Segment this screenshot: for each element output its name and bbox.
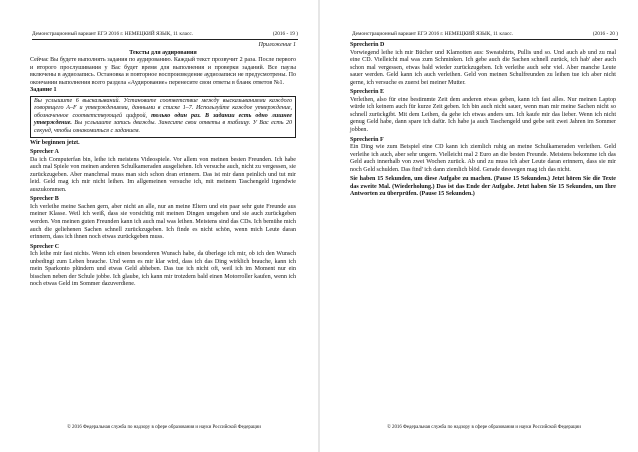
instructions-part-2: Вы услышите запись дважды. Занесите свои ответы в таблицу. У Вас есть 20 секунд, чтобы ознакомиться с заданием.: [34, 120, 292, 135]
speaker-label: Sprecherin D: [350, 42, 385, 48]
intro-paragraph: Сейчас Вы будете выполнять задания по аудированию. Каждый текст прозвучит 2 раза. После первого и второго прослушивания у Вас будет время для выполнения и проверки заданий. Все паузы включены в аудиозапись. Остановка и повторное воспроизведение аудиозаписи не предусмотрены. По окончании выполнения всего раздела «Аудирование» перенесите свои ответы в бланк ответов №1.: [30, 57, 296, 86]
header-title: Демонстрационный вариант ЕГЭ 2016 г. НЕМЕЦКИЙ ЯЗЫК, 11 класс.: [32, 31, 193, 37]
speaker-text: Vorwiegend leihe ich mir Bücher und Klamotten aus: Sweatshirts, Pullis und so. Und auch ab und zu mal eine CD. Vielleicht mal was zum Schminken. Ich gebe auch die Sachen schnell zurück, ich hab' aber auch schon mal vergessen, etwas bald wieder zurückzugeben. Ich verleihe auch sehr viel. Aber manche Leute sauer werden. Geld kann ich auch verleihen. Geld von meinen Schulfreunden zu leihen tue ich aber nicht gerne, ich versuche es zuerst bei meiner Mutter.: [350, 49, 616, 86]
page-header: [32, 30, 298, 38]
closing-instructions: Sie haben 15 Sekunden, um diese Aufgabe zu machen. (Pause 15 Sekunden.) Jetzt hören Sie die Texte das zweite Mal. (Wiederholung.) Das ist das Ende der Aufgabe. Jetzt haben Sie 15 Sekunden, um Ihre Antworten zu überprüfen. (Pause 15 Sekunden.): [350, 176, 616, 198]
speaker-label: Sprecherin F: [350, 136, 384, 143]
task-instructions-box: [30, 96, 296, 138]
task-instructions: [34, 98, 292, 136]
section-title: Тексты для аудирования: [129, 49, 197, 56]
header-rule: [32, 39, 298, 40]
instructions-part-1: Вы услышите 6 высказываний. Установите соответствие между высказываниями каждого говорящего A–F и утверждениями, данными в списке 1–7. Используйте каждое утверждение, обозначенное соответствующей цифрой,: [34, 97, 292, 119]
speaker-text: Ich verleihe meine Sachen gern, aber nicht an alle, nur an meine Eltern und ein paar sehr gute Freunde aus meiner Klasse. Weil ich weiß, dass sie vorsichtig mit meinen Dingen umgehen und sie auch zurückgeben werden. Von meinen guten Freunden kann ich auch mal was leihen. Meistens sind das CDs. Ich bemühe mich auch die geliehenen Sachen schnell zurückzugeben. Ich finde es nicht schön, wenn mich Leute daran erinnern, dass ich ihnen noch etwas zurückgeben muss.: [30, 203, 296, 241]
page-content: [350, 42, 616, 199]
page-right: [320, 0, 638, 452]
speaker-text: Da ich Computerfan bin, leihe ich meistens Videospiele. Vor allem von meinen besten Freunden. Ich habe auch mal Spiele von meinen anderen Schulkameraden ausgeliehen. Ich versuche auch, nicht zu vergessen, sie zurückzugeben. Aber manchmal muss man sich schon dran erinnern. Das ist mir dann peinlich und tut mir leid. Geld mag ich mir nicht leihen. Im allgemeinen versuche ich, mit meinem Taschengeld irgendwie auszukommen.: [30, 156, 296, 193]
page-content: [30, 42, 296, 289]
header-page-number: (2016 - 19 ): [272, 31, 298, 37]
begin-line: Wir beginnen jetzt.: [30, 139, 80, 146]
speaker-text: Ein Ding wie zum Beispiel eine CD kann ich ziemlich ruhig an meine Schulkameraden verleihen. Geld verleihe ich auch, aber sehr ungern. Vielleicht mal 2 Euro an die besten Freunde. Meistens bekomme ich das Geld auch innerhalb von zwei Wochen zurück. Ab und zu muss ich aber Leute daran erinnern, dass sie mir noch Geld schulden. Das find' ich dann ziemlich blöd. Gerade deswegen mag ich das nicht.: [350, 144, 616, 173]
speaker-label: Sprecher A: [30, 149, 59, 156]
speaker-label: Sprecher C: [30, 243, 60, 250]
header-page-number: (2016 - 20 ): [592, 31, 618, 37]
page-footer: © 2016 Федеральная служба по надзору в сфере образования и науки Российской Федерации: [387, 425, 581, 430]
speaker-text: Ich leihe mir fast nichts. Wenn ich einen besonderen Wunsch habe, da überlege ich mir, ob ich den Wunsch unbedingt zum Leben brauche. Und wenn es mir klar wird, dass ich das Ding wirklich brauche, kann ich mein Sparkonto plündern und etwas Geld abheben. Das tue ich nicht oft, weil ich im Moment nur ein bisschen neben der Schule jobbe. Ich glaube, ich kann mir trotzdem bald einen Motorroller kaufen, wenn ich noch etwas Geld im Sommer dazuverdiene.: [30, 251, 296, 288]
appendix-label: Приложение 1: [258, 42, 296, 48]
speaker-label: Sprecher B: [30, 196, 59, 203]
header-title: Демонстрационный вариант ЕГЭ 2016 г. НЕМЕЦКИЙ ЯЗЫК, 11 класс.: [352, 31, 513, 37]
page-footer: © 2016 Федеральная служба по надзору в сфере образования и науки Российской Федерации: [67, 425, 261, 430]
speaker-text: Verleihen, also für eine bestimmte Zeit dem anderen etwas geben, kann ich fast alles. Nur meinen Laptop würde ich keinem auch für kurze Zeit geben. Ich bin auch nicht sauer, wenn man mir meine Sachen nicht so schnell zurückgibt. Mit dem Leihen, da gehe ich etwas anders um. Ich kaufe mir das lieber. Wenn ich nicht genug Geld habe, dann spare ich dafür. Ich habe ja auch Taschengeld und gebe seit zwei Jahren im Sommer jobben.: [350, 96, 616, 134]
page-header: [352, 30, 618, 38]
speaker-label: Sprecherin E: [350, 89, 384, 96]
header-rule: [352, 39, 618, 40]
task-title: Задание 1: [30, 87, 57, 94]
page-left: [0, 0, 318, 452]
instructions-bold: только один раз. В задании есть одно лишнее утверждение.: [34, 112, 292, 127]
